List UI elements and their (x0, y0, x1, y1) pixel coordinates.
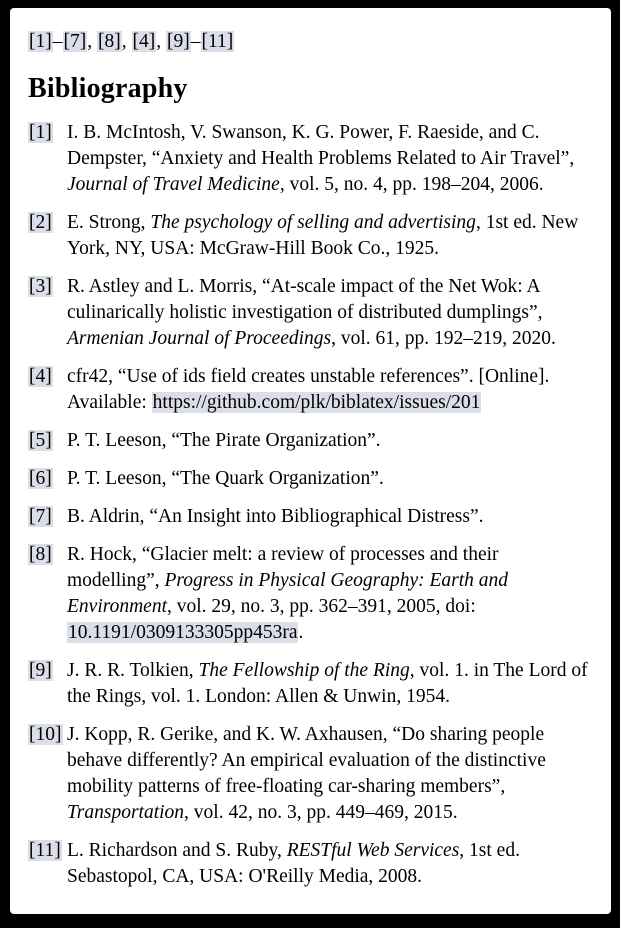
reference-item (28, 658, 592, 710)
reference-label-column (28, 120, 67, 146)
text-run: I. B. McIntosh, V. Swanson, K. G. Power, F. Raeside, and C. Dempster, “Anxiety and Health Problems Related to Air Travel”, (67, 122, 575, 169)
italic-title: Journal of Travel Medicine (67, 174, 280, 195)
reference-item (28, 504, 592, 530)
citation-ref-link[interactable]: [9] (167, 31, 190, 52)
reference-label-link[interactable]: [11] (29, 840, 61, 861)
citation-ref-link[interactable]: [11] (201, 31, 234, 52)
text-run: J. R. R. Tolkien, (67, 660, 199, 681)
reference-list (28, 120, 592, 890)
doi-link[interactable]: 10.1191/0309133305pp453ra (68, 622, 298, 643)
reference-item (28, 120, 592, 198)
text-run: E. Strong, (67, 212, 151, 233)
text-run: , vol. 1. in The Lord of the Rings, vol. 1. London: Allen & Unwin, 1954. (67, 660, 588, 707)
bibliography-heading: Bibliography (28, 73, 188, 104)
text-run: cfr42, “Use of ids field creates unstable references”. [Online]. Available: (67, 366, 550, 413)
reference-item (28, 364, 592, 416)
italic-title: RESTful Web Services (286, 840, 460, 861)
text-run: R. Hock, “Glacier melt: a review of processes and their modelling”, (67, 544, 499, 591)
citation-separator: , (87, 31, 97, 52)
reference-item (28, 542, 592, 646)
citation-separator: , (156, 31, 166, 52)
reference-label-link[interactable]: [5] (29, 430, 52, 451)
reference-label-link[interactable]: [6] (29, 468, 52, 489)
reference-label-column (28, 722, 67, 748)
reference-item (28, 466, 592, 492)
citation-separator: – (190, 31, 201, 52)
reference-text (67, 466, 592, 492)
reference-label-column (28, 466, 67, 492)
italic-title: The psychology of selling and advertising (150, 212, 476, 233)
reference-text (67, 364, 592, 416)
citation-ref-link[interactable]: [7] (63, 31, 87, 52)
reference-label-link[interactable]: [8] (29, 544, 52, 565)
reference-text (67, 722, 592, 826)
reference-text (67, 504, 592, 530)
italic-title: Transportation (67, 802, 185, 823)
reference-item (28, 210, 592, 262)
reference-text (67, 542, 592, 646)
text-run: J. Kopp, R. Gerike, and K. W. Axhausen, “Do sharing people behave differently? An empirical evaluation of the distinctive mobility patterns of free-floating car-sharing members”, (67, 724, 546, 797)
citation-ref-link[interactable]: [8] (98, 31, 121, 52)
citation-line (28, 29, 592, 55)
text-run: , vol. 42, no. 3, pp. 449–469, 2015. (184, 802, 458, 823)
reference-label-link[interactable]: [2] (29, 212, 52, 233)
citation-ref-link[interactable]: [4] (132, 31, 156, 52)
reference-text (67, 210, 592, 262)
url-link[interactable]: https://github.com/plk/biblatex/issues/201 (152, 392, 481, 413)
text-run: , 1st ed. New York, NY, USA: McGraw-Hill Book Co., 1925. (67, 212, 579, 259)
citation-separator: , (121, 31, 132, 52)
reference-text (67, 838, 592, 890)
reference-label-column (28, 504, 67, 530)
reference-text (67, 428, 592, 454)
text-run: , vol. 29, no. 3, pp. 362–391, 2005, doi: (167, 596, 476, 617)
italic-title: Armenian Journal of Proceedings (67, 328, 332, 349)
reference-label-column (28, 838, 67, 864)
text-run: P. T. Leeson, “The Pirate Organization”. (67, 430, 381, 451)
text-run: . (298, 622, 304, 643)
text-run: B. Aldrin, “An Insight into Bibliographical Distress”. (67, 506, 484, 527)
reference-text (67, 658, 592, 710)
text-run: , vol. 61, pp. 192–219, 2020. (331, 328, 556, 349)
text-run: L. Richardson and S. Ruby, (67, 840, 287, 861)
text-run: R. Astley and L. Morris, “At-scale impact of the Net Wok: A culinarically holistic investigation of distributed dumplings”, (67, 276, 543, 323)
reference-item (28, 428, 592, 454)
reference-label-column (28, 658, 67, 684)
reference-label-link[interactable]: [9] (29, 660, 52, 681)
reference-item (28, 274, 592, 352)
text-run: , vol. 5, no. 4, pp. 198–204, 2006. (279, 174, 544, 195)
citation-separator: – (52, 31, 63, 52)
reference-item (28, 838, 592, 890)
reference-label-column (28, 428, 67, 454)
reference-label-link[interactable]: [4] (29, 366, 52, 387)
text-run: P. T. Leeson, “The Quark Organization”. (67, 468, 384, 489)
reference-label-column (28, 364, 67, 390)
reference-label-column (28, 274, 67, 300)
reference-label-column (28, 542, 67, 568)
reference-text (67, 120, 592, 198)
italic-title: The Fellowship of the Ring (198, 660, 410, 681)
italic-title: Progress in Physical Geography: Earth and Environment (67, 570, 509, 617)
text-run: , 1st ed. Sebastopol, CA, USA: O'Reilly Media, 2008. (67, 840, 520, 887)
reference-label-link[interactable]: [7] (29, 506, 52, 527)
reference-label-column (28, 210, 67, 236)
reference-label-link[interactable]: [1] (29, 122, 52, 143)
reference-label-link[interactable]: [10] (29, 724, 62, 745)
reference-label-link[interactable]: [3] (29, 276, 52, 297)
citation-ref-link[interactable]: [1] (29, 31, 52, 52)
document-page (10, 8, 611, 914)
reference-item (28, 722, 592, 826)
reference-text (67, 274, 592, 352)
